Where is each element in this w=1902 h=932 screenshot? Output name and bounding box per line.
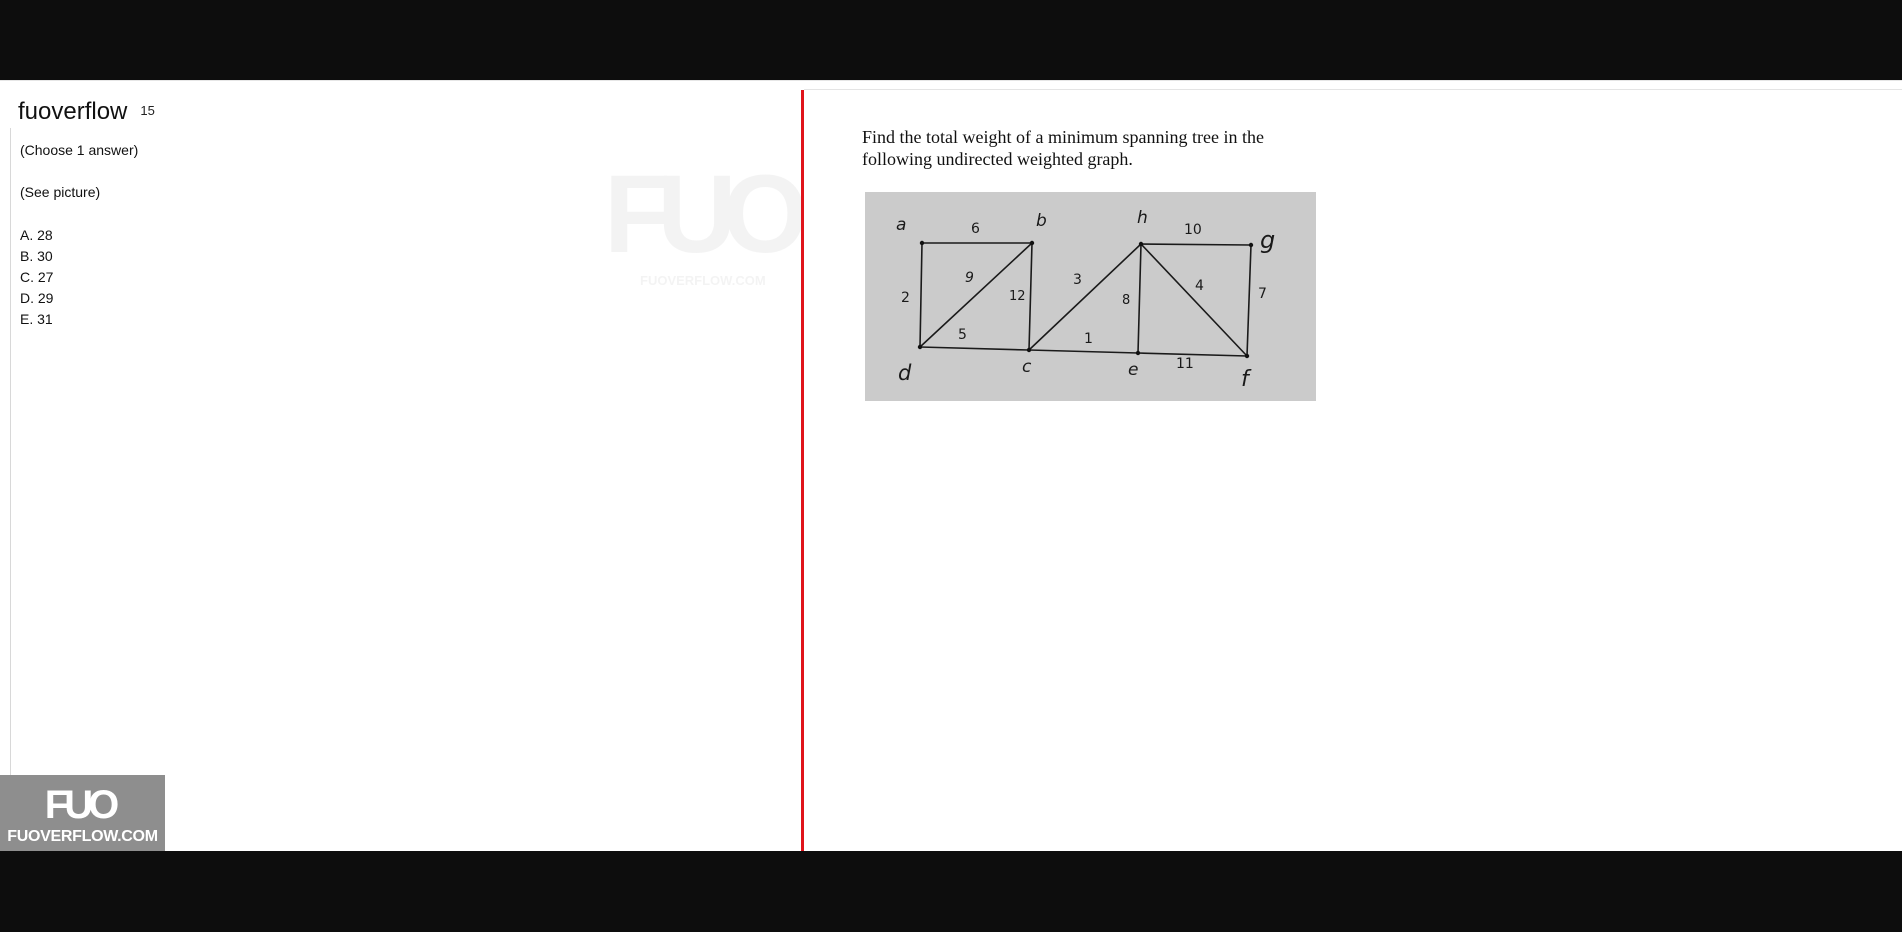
option-c[interactable]: C. 27	[20, 269, 54, 285]
vertex-d	[918, 345, 922, 349]
label-c: c	[1022, 357, 1032, 377]
weight-bd: 9	[965, 270, 974, 286]
site-title: fuoverflow	[12, 94, 133, 130]
label-b: b	[1036, 211, 1047, 231]
weight-he: 8	[1122, 293, 1131, 308]
weight-ch: 3	[1073, 272, 1082, 288]
label-a: a	[896, 215, 907, 235]
label-h: h	[1137, 208, 1148, 228]
vertex-a	[920, 241, 924, 245]
graph-drawing	[865, 192, 1316, 401]
weight-ce: 1	[1084, 331, 1093, 347]
label-d: d	[898, 361, 912, 385]
option-e[interactable]: E. 31	[20, 311, 53, 327]
document-viewer	[0, 80, 1902, 851]
question-pane	[804, 80, 1902, 851]
watermark-logo: FUO	[604, 153, 795, 276]
badge-logo: FUO	[44, 783, 115, 827]
question-number: 15	[140, 102, 155, 118]
watermark	[600, 153, 800, 295]
weight-hf: 4	[1195, 278, 1204, 294]
label-f: f	[1241, 367, 1249, 392]
graph-photo	[865, 192, 1316, 401]
weight-bc: 12	[1009, 289, 1026, 304]
top-letterbox	[0, 0, 1902, 80]
weight-ad: 2	[901, 290, 910, 306]
answer-options	[20, 225, 53, 330]
edge-h-g	[1141, 244, 1251, 245]
fuoverflow-badge[interactable]	[0, 775, 165, 851]
option-b[interactable]: B. 30	[20, 248, 53, 264]
left-rule	[10, 128, 11, 851]
vertex-c	[1027, 348, 1031, 352]
title-row	[12, 94, 155, 130]
vertex-h	[1139, 242, 1143, 246]
vertex-f	[1245, 354, 1249, 358]
vertex-e	[1136, 351, 1140, 355]
badge-site: FUOVERFLOW.COM	[7, 828, 158, 845]
weight-ef: 11	[1176, 356, 1194, 372]
answer-instruction: (Choose 1 answer)	[20, 142, 139, 158]
label-g: g	[1260, 226, 1276, 254]
see-picture-note: (See picture)	[20, 184, 101, 200]
weight-ab: 6	[971, 221, 980, 237]
answer-pane	[0, 80, 800, 851]
vertex-b	[1030, 241, 1034, 245]
question-prompt: Find the total weight of a minimum spanning tree in the following undirected weighted graph.	[862, 127, 1264, 169]
watermark-site: FUOVERFLOW.COM	[640, 273, 766, 288]
option-a[interactable]: A. 28	[20, 227, 53, 243]
weight-hg: 10	[1184, 222, 1202, 238]
label-e: e	[1128, 360, 1139, 380]
option-d[interactable]: D. 29	[20, 290, 54, 306]
weight-gf: 7	[1258, 286, 1267, 302]
bottom-letterbox	[0, 851, 1902, 932]
vertex-g	[1249, 243, 1253, 247]
weight-dc: 5	[958, 327, 967, 343]
